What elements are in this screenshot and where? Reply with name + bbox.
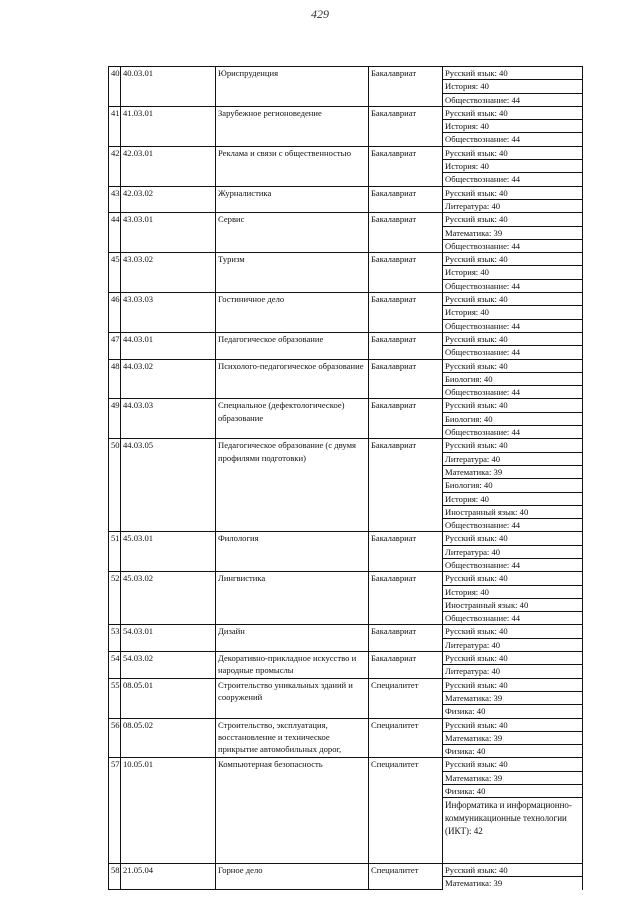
exam-subject: Физика: 40 xyxy=(443,705,583,718)
table-row xyxy=(109,625,583,638)
exam-subject: История: 40 xyxy=(443,266,583,279)
exam-subject: Обществознание: 44 xyxy=(443,319,583,332)
exam-subject: Математика: 39 xyxy=(443,691,583,704)
table-row xyxy=(109,864,583,877)
row-number: 44 xyxy=(109,213,121,253)
exam-subject: Русский язык: 40 xyxy=(443,439,583,452)
exam-subject: Математика: 39 xyxy=(443,771,583,784)
table-row xyxy=(109,253,583,266)
exam-subject: Литература: 40 xyxy=(443,199,583,212)
row-number: 49 xyxy=(109,399,121,439)
specialty-code: 43.03.03 xyxy=(121,293,216,333)
exam-subject: Обществознание: 44 xyxy=(443,558,583,571)
specialty-code: 44.03.05 xyxy=(121,439,216,532)
education-level: Бакалавриат xyxy=(369,625,443,652)
specialty-name: Реклама и связи с общественностью xyxy=(216,146,369,186)
education-level: Бакалавриат xyxy=(369,359,443,399)
exam-subject: Обществознание: 44 xyxy=(443,386,583,399)
table-row xyxy=(109,213,583,226)
specialty-code: 44.03.03 xyxy=(121,399,216,439)
specialty-name: Педагогическое образование xyxy=(216,332,369,359)
exam-subject: Математика: 39 xyxy=(443,877,583,890)
specialty-code: 08.05.02 xyxy=(121,718,216,758)
education-level: Бакалавриат xyxy=(369,106,443,146)
education-level: Бакалавриат xyxy=(369,652,443,679)
exam-subject: История: 40 xyxy=(443,585,583,598)
row-number: 40 xyxy=(109,67,121,107)
specialty-name: Туризм xyxy=(216,253,369,293)
education-level: Специалитет xyxy=(369,678,443,718)
table-row xyxy=(109,106,583,119)
specialties-table xyxy=(108,66,583,890)
exam-subject: Русский язык: 40 xyxy=(443,572,583,585)
table-row xyxy=(109,332,583,345)
specialty-name: Строительство, эксплуатация, восстановление и техническое прикрытие автомобильных дорог, xyxy=(216,718,369,758)
exam-subject: Русский язык: 40 xyxy=(443,67,583,80)
table-row xyxy=(109,532,583,545)
exam-subject: Обществознание: 44 xyxy=(443,346,583,359)
education-level: Бакалавриат xyxy=(369,253,443,293)
exam-subject: Обществознание: 44 xyxy=(443,279,583,292)
education-level: Бакалавриат xyxy=(369,67,443,107)
specialty-code: 21.05.04 xyxy=(121,864,216,890)
exam-subject: Литература: 40 xyxy=(443,545,583,558)
exam-subject: Обществознание: 44 xyxy=(443,426,583,439)
specialty-name: Дизайн xyxy=(216,625,369,652)
education-level: Бакалавриат xyxy=(369,399,443,439)
exam-subject: Русский язык: 40 xyxy=(443,758,583,771)
exam-subject: Русский язык: 40 xyxy=(443,359,583,372)
specialty-code: 54.03.01 xyxy=(121,625,216,652)
exam-subject: Биология: 40 xyxy=(443,479,583,492)
table-row xyxy=(109,293,583,306)
education-level: Специалитет xyxy=(369,864,443,890)
exam-subject: Обществознание: 44 xyxy=(443,239,583,252)
specialty-code: 45.03.02 xyxy=(121,572,216,625)
row-number: 54 xyxy=(109,652,121,679)
row-number: 45 xyxy=(109,253,121,293)
table-row xyxy=(109,678,583,691)
education-level: Бакалавриат xyxy=(369,439,443,532)
row-number: 58 xyxy=(109,864,121,890)
row-number: 55 xyxy=(109,678,121,718)
specialty-name: Педагогическое образование (с двумя профилями подготовки) xyxy=(216,439,369,532)
education-level: Бакалавриат xyxy=(369,572,443,625)
table-row xyxy=(109,439,583,452)
specialty-code: 08.05.01 xyxy=(121,678,216,718)
row-number: 51 xyxy=(109,532,121,572)
exam-subject: Русский язык: 40 xyxy=(443,399,583,412)
exam-subject: Русский язык: 40 xyxy=(443,146,583,159)
exam-subject: Русский язык: 40 xyxy=(443,106,583,119)
exam-subject: Русский язык: 40 xyxy=(443,678,583,691)
exam-subject: Физика: 40 xyxy=(443,785,583,798)
table-row xyxy=(109,359,583,372)
row-number: 46 xyxy=(109,293,121,333)
exam-subject: История: 40 xyxy=(443,492,583,505)
exam-subject: Русский язык: 40 xyxy=(443,332,583,345)
row-number: 57 xyxy=(109,758,121,864)
table-row xyxy=(109,652,583,665)
exam-subject: Иностранный язык: 40 xyxy=(443,598,583,611)
row-number: 48 xyxy=(109,359,121,399)
exam-subject: История: 40 xyxy=(443,120,583,133)
row-number: 52 xyxy=(109,572,121,625)
specialty-name: Зарубежное регионоведение xyxy=(216,106,369,146)
specialty-code: 44.03.02 xyxy=(121,359,216,399)
specialty-name: Психолого-педагогическое образование xyxy=(216,359,369,399)
exam-subject: Обществознание: 44 xyxy=(443,173,583,186)
specialty-code: 54.03.02 xyxy=(121,652,216,679)
table-row xyxy=(109,67,583,80)
exam-subject: Русский язык: 40 xyxy=(443,532,583,545)
specialty-name: Филология xyxy=(216,532,369,572)
exam-subject: Математика: 39 xyxy=(443,465,583,478)
exam-subject: Математика: 39 xyxy=(443,731,583,744)
specialty-name: Лингвистика xyxy=(216,572,369,625)
exam-subject: История: 40 xyxy=(443,306,583,319)
exam-subject: Биология: 40 xyxy=(443,412,583,425)
education-level: Специалитет xyxy=(369,718,443,758)
row-number: 41 xyxy=(109,106,121,146)
specialty-name: Гостиничное дело xyxy=(216,293,369,333)
exam-subject: Русский язык: 40 xyxy=(443,293,583,306)
education-level: Бакалавриат xyxy=(369,186,443,213)
row-number: 43 xyxy=(109,186,121,213)
table-row xyxy=(109,146,583,159)
exam-subject: История: 40 xyxy=(443,80,583,93)
exam-subject: Литература: 40 xyxy=(443,452,583,465)
specialty-code: 45.03.01 xyxy=(121,532,216,572)
specialty-code: 40.03.01 xyxy=(121,67,216,107)
exam-subject: Русский язык: 40 xyxy=(443,625,583,638)
exam-subject: Обществознание: 44 xyxy=(443,519,583,532)
exam-subject: Математика: 39 xyxy=(443,226,583,239)
exam-subject: Биология: 40 xyxy=(443,372,583,385)
education-level: Специалитет xyxy=(369,758,443,864)
exam-subject: Иностранный язык: 40 xyxy=(443,505,583,518)
specialty-name: Строительство уникальных зданий и сооружений xyxy=(216,678,369,718)
exam-subject: Литература: 40 xyxy=(443,638,583,651)
education-level: Бакалавриат xyxy=(369,213,443,253)
education-level: Бакалавриат xyxy=(369,332,443,359)
specialties-table-body xyxy=(109,67,583,890)
specialty-name: Юриспруденция xyxy=(216,67,369,107)
exam-subject: Русский язык: 40 xyxy=(443,652,583,665)
specialty-name: Декоративно-прикладное искусство и народные промыслы xyxy=(216,652,369,679)
table-row xyxy=(109,572,583,585)
table-row xyxy=(109,186,583,199)
specialty-name: Сервис xyxy=(216,213,369,253)
exam-subject: История: 40 xyxy=(443,160,583,173)
exam-subject: Русский язык: 40 xyxy=(443,718,583,731)
exam-subject: Литература: 40 xyxy=(443,665,583,678)
row-number: 53 xyxy=(109,625,121,652)
exam-subject: Русский язык: 40 xyxy=(443,213,583,226)
exam-subject: Информатика и информационно-коммуникационные технологии (ИКТ): 42 xyxy=(443,798,583,864)
specialty-code: 42.03.01 xyxy=(121,146,216,186)
exam-subject: Обществознание: 44 xyxy=(443,133,583,146)
specialty-code: 43.03.01 xyxy=(121,213,216,253)
row-number: 42 xyxy=(109,146,121,186)
table-row xyxy=(109,399,583,412)
row-number: 50 xyxy=(109,439,121,532)
specialty-code: 43.03.02 xyxy=(121,253,216,293)
exam-subject: Обществознание: 44 xyxy=(443,612,583,625)
education-level: Бакалавриат xyxy=(369,293,443,333)
specialty-name: Специальное (дефектологическое) образование xyxy=(216,399,369,439)
row-number: 47 xyxy=(109,332,121,359)
row-number: 56 xyxy=(109,718,121,758)
specialty-name: Компьютерная безопасность xyxy=(216,758,369,864)
specialty-code: 41.03.01 xyxy=(121,106,216,146)
exam-subject: Физика: 40 xyxy=(443,745,583,758)
specialty-code: 44.03.01 xyxy=(121,332,216,359)
specialty-code: 42.03.02 xyxy=(121,186,216,213)
table-row xyxy=(109,718,583,731)
exam-subject: Обществознание: 44 xyxy=(443,93,583,106)
education-level: Бакалавриат xyxy=(369,146,443,186)
exam-subject: Русский язык: 40 xyxy=(443,253,583,266)
exam-subject: Русский язык: 40 xyxy=(443,864,583,877)
specialty-name: Журналистика xyxy=(216,186,369,213)
page-number: 429 xyxy=(311,7,329,21)
education-level: Бакалавриат xyxy=(369,532,443,572)
exam-subject: Русский язык: 40 xyxy=(443,186,583,199)
specialty-code: 10.05.01 xyxy=(121,758,216,864)
specialty-name: Горное дело xyxy=(216,864,369,890)
table-row xyxy=(109,758,583,771)
